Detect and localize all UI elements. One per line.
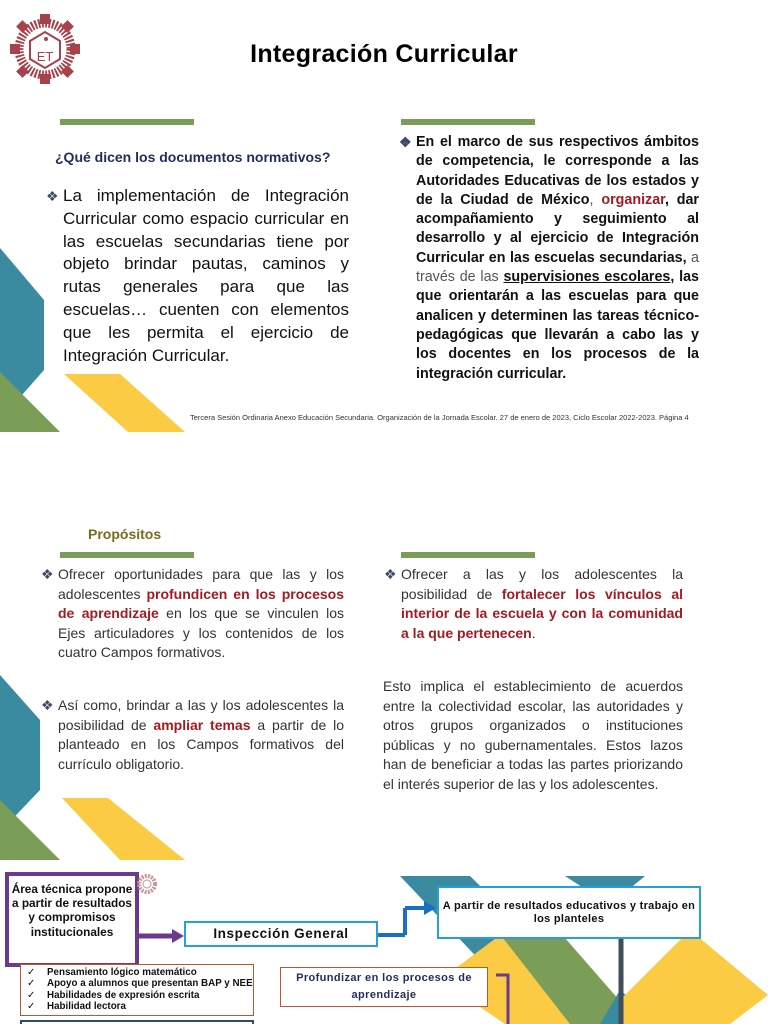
check-icon: ✓ [27, 978, 36, 990]
check-icon: ✓ [27, 989, 36, 1001]
diamond-bullet-icon: ❖ [41, 697, 54, 713]
checklist-item: ✓ Apoyo a alumnos que presentan BAP y NEE [27, 978, 253, 990]
checklist-item: ✓ Habilidad lectora [27, 1000, 126, 1012]
propositos-heading: Propósitos [88, 526, 162, 542]
slide-propositos [0, 470, 768, 860]
green-divider-left [60, 552, 194, 558]
inspeccion-general-box: Inspección General [184, 921, 378, 947]
check-icon: ✓ [27, 1000, 36, 1012]
school-gear-logo-icon [136, 873, 158, 895]
next-box-partial [20, 1020, 254, 1024]
diamond-bullet-icon: ❖ [41, 566, 54, 582]
profundizar-box: Profundizar en los procesos de aprendizaje [280, 967, 488, 1007]
green-divider-left [60, 119, 194, 125]
highlight-organizar: organizar [601, 191, 665, 208]
proposito-bullet-1: ❖ Ofrecer oportunidades para que las y los adolescentes profundicen en los procesos de aprendizaje en los que se vinculen los Ejes articuladores y los contenidos de los cuatro Campos formativos. [41, 566, 344, 660]
checklist-item: ✓ Habilidades de expresión escrita [27, 989, 200, 1001]
green-divider-right [401, 552, 535, 558]
slide-integracion-curricular [0, 0, 768, 440]
checklist-item: ✓ Pensamiento lógico matemático [27, 967, 197, 978]
proposito-bullet-3: ❖ Ofrecer a las y los adolescentes la posibilidad de fortalecer los vínculos al interior de la escuela y con la comunidad a la que pertenecen. [384, 566, 684, 641]
page-title: Integración Curricular [250, 40, 518, 68]
diamond-bullet-icon: ❖ [46, 188, 59, 204]
section-subheading: ¿Qué dicen los documentos normativos? [55, 149, 331, 165]
resultados-educativos-box: A partir de resultados educativos y trabajo en los planteles [437, 886, 701, 939]
agreements-paragraph: Esto implica el establecimiento de acuerdos entre la colectividad escolar, las autoridades y otros grupos organizados o instituciones públicas y no gubernamentales. Estos lazos han de beneficiar a todas las partes priorizando el interés superior de las y los adolescentes. [383, 678, 683, 792]
source-footer: Tercera Sesión Ordinaria Anexo Educación Secundaria. Organización de la Jornada Escolar. 27 de enero de 2023, Ciclo Escolar 2022-2023. Página 4 [190, 413, 689, 422]
check-icon: ✓ [27, 967, 36, 978]
diamond-bullet-icon: ❖ [384, 566, 397, 582]
underlined-supervisiones: supervisiones escolares [503, 269, 671, 286]
slide-diagram [0, 860, 768, 1024]
skills-checklist [20, 964, 254, 1016]
svg-text:ET: ET [36, 49, 54, 64]
green-divider-right [401, 119, 535, 125]
implementation-paragraph: ❖ La implementación de Integración Curricular como espacio curricular en las escuelas secundarias tiene por objeto brindar pautas, caminos y rutas generales para que las escuelas… cuenten con elementos que les permita el ejercicio de Integración Curricular. [46, 186, 349, 365]
small-school-logo [136, 873, 158, 895]
diamond-bullet-icon: ❖ [399, 134, 412, 150]
proposito-bullet-2: ❖ Así como, brindar a las y los adolescentes la posibilidad de ampliar temas a partir de lo planteado en los Campos formativos del currículo obligatorio. [41, 697, 344, 772]
area-tecnica-box: Área técnica propone a partir de resultados y compromisos institucionales [5, 872, 139, 967]
authorities-paragraph: ❖ En el marco de sus respectivos ámbitos de competencia, le corresponde a las Autoridades Educativas de los estados y de la Ciudad de México, organizar, dar acompañamiento y seguimiento al desarrollo y al ejercicio de Integración Curricular en las escuelas secundarias, a través de las supervisiones escolares, las que orientarán a las escuelas para que analicen y determinen las tareas técnico-pedagógicas que llevarán a cabo las y los docentes en los procesos de la integración curricular. [399, 134, 699, 382]
